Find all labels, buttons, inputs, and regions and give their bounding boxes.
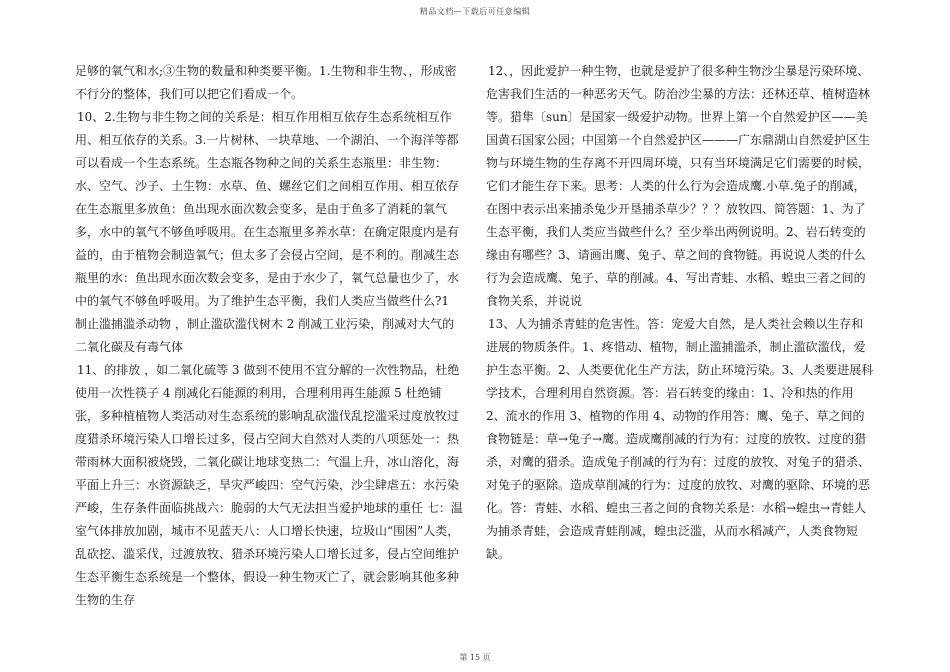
right-column [486,60,874,566]
paragraph: 11、的排放 ，如二氧化硫等 3 做到不使用不宜分解的一次性物品，杜绝使用一次性筷子 4 削减化石能源的利用，合理利用再生能源 5 杜绝铺张，多种植植物人类活动对生态系统的影响乱砍滥伐乱挖滥采过度放牧过度猎杀环境污染人口增长过多，侵占空间大自然对人类的八项惩处一：热带雨林大面积被烧毁，二氧化碳让地球变热二：气温上升，冰山溶化，海平面上升三：水资源缺乏，旱灾严峻四：空气污染，沙尘肆虐五：水污染严峻，生存条件面临挑战六：脆弱的大气无法担当爱护地球的重任 七：温室气体排放加剧，城市不见蓝天八：人口增长快速，垃圾山“围困”人类，乱砍挖、滥采伐，过渡放牧、猎杀环境污染人口增长过多，侵占空间维护生态平衡生态系统是一个整体，假设一种生物灭亡了，就会影响其他多种生物的生存 [75,363,463,607]
paragraph: 12、，因此爱护一种生物，也就是爱护了很多种生物沙尘暴是污染环境、危害我们生活的一种恶劣天气。防治沙尘暴的方法：还林还草、植树造林等。猎隼〔sun〕是国家一级爱护动物。世界上第一个自然爱护区——美国黄石国家公园；中国第一个自然爱护区———广东鼎湖山自然爱护区生物与环境生物的生存离不开四周环境，只有当环境满足它们需要的时候，它们才能生存下来。思考：人类的什么行为会造成鹰.小草.兔子的削减，在图中表示出来捕杀兔少开垦捕杀草少？？？放牧四、简答题：1、为了生态平衡，我们人类应当做些什么？至少举出两例说明。2、岩石转变的缘由有哪些？3、请画出鹰、兔子、草之间的食物链。再说说人类的什么行为会造成鹰、兔子、草的削减。4、写出青蛙、水稻、蝗虫三者之间的食物关系，并说说 [486,64,871,308]
paragraph: 足够的氧气和水;③生物的数量和种类要平衡。1.生物和非生物、，形成密不行分的整体，我们可以把它们看成一个。 [75,64,457,101]
paragraph: 10、2.生物与非生物之间的关系是：相互作用相互依存生态系统相互作用、相互依存的关系。3.一片树林、一块草地、一个湖泊、一个海洋等都可以看成一个生态系统。生态瓶各物种之间的关系生态瓶里：非生物：水、空气、沙子、土生物：水草、鱼、螺丝它们之间相互作用、相互依存在生态瓶里多放鱼：鱼出现水面次数会变多，是由于鱼多了消耗的氧气多，水中的氧气不够鱼呼吸用。在生态瓶里多养水草：在确定限度内是有益的，由于植物会制造氧气；但太多了会侵占空间，是不利的。削减生态瓶里的水：鱼出现水面次数会变多，是由于水少了，氧气总量也少了，水中的氧气不够鱼呼吸用。为了维护生态平衡，我们人类应当做些什么?1 制止滥捕滥杀动物 ，制止滥砍滥伐树木 2 削减工业污染，削减对大气的二氧化碳及有毒气体 [75,110,460,354]
page-footer: 第 15 页 [459,653,491,662]
left-column [75,60,463,612]
paragraph: 13、人为捕杀青蛙的危害性。答：宠爱大自然，是人类社会赖以生存和进展的物质条件。1、疼惜动、植物，制止滥捕滥杀，制止滥砍滥伐，爱护生态平衡。2、人类要优化生产方法，防止环境污染。3、人类要进展科学技术，合理利用自然资源。答：岩石转变的缘由：1、冷和热的作用 2、流水的作用 3、植物的作用 4、动物的作用答：鹰、兔子、草之间的食物链是：草→兔子→鹰。造成鹰削减的行为有：过度的放牧、过度的猎杀，对鹰的猎杀。造成兔子削减的行为有：过度的放牧、对兔子的猎杀、对兔子的驱除。造成草削减的行为：过度的放牧、对鹰的驱除、环境的恶化。答：青蛙、水稻、蝗虫三者之间的食物关系是：水稻→蝗虫→青蛙人为捕杀青蛙，会造成青蛙削减，蝗虫泛滥，从而水稻减产，人类食物短缺。 [486,317,874,561]
page-header: 精品文档—下载后可任意编辑 [419,7,531,16]
